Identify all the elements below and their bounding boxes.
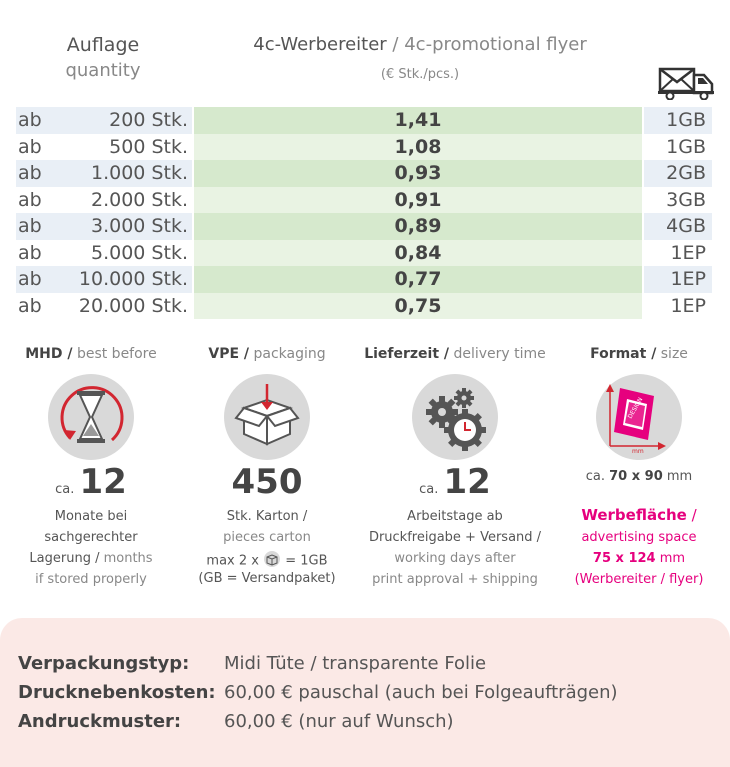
gears-clock-icon (412, 374, 498, 460)
table-row (16, 266, 712, 293)
info-title: MHD / best before (25, 346, 157, 362)
package-cell: 1GB (643, 134, 712, 161)
quantity-cell: 200 Stk. (58, 107, 193, 134)
delivery-number: 12 (443, 462, 491, 502)
bottom-info-panel (0, 618, 730, 767)
packaging-number-row (176, 462, 358, 506)
info-delivery-time (364, 346, 546, 590)
quantity-cell: 2.000 Stk. (58, 187, 193, 214)
ab-cell: ab (16, 160, 58, 187)
package-cell: 1EP (643, 266, 712, 293)
product-sep: / (386, 34, 405, 55)
package-cell: 3GB (643, 187, 712, 214)
price-cell: 1,41 (193, 107, 643, 134)
table-row (16, 160, 712, 187)
quantity-cell: 5.000 Stk. (58, 240, 193, 267)
format-size: ca. 70 x 90 mm (585, 469, 693, 484)
quantity-cell: 10.000 Stk. (58, 266, 193, 293)
table-row (16, 293, 712, 320)
packaging-type-row (18, 653, 486, 674)
product-name-en: 4c-promotional flyer (404, 34, 587, 55)
info-packaging (176, 346, 358, 586)
ab-cell: ab (16, 293, 58, 320)
price-unit: (€ Stk./pcs.) (380, 67, 460, 82)
quantity-cell: 20.000 Stk. (58, 293, 193, 320)
quantity-cell: 1.000 Stk. (58, 160, 193, 187)
package-cell: 1EP (643, 240, 712, 267)
best-before-number-row (0, 462, 182, 506)
price-cell: 0,77 (193, 266, 643, 293)
proof-sample-value: 60,00 € (nur auf Wunsch) (224, 711, 454, 732)
ca-label: ca. (419, 482, 439, 497)
mini-box-icon (263, 551, 281, 571)
product-header (200, 34, 640, 82)
package-cell: 1GB (643, 107, 712, 134)
price-cell: 0,93 (193, 160, 643, 187)
ab-cell: ab (16, 187, 58, 214)
best-before-text: Monate bei sachgerechter Lagerung / months if stored properly (29, 509, 153, 587)
price-cell: 0,89 (193, 213, 643, 240)
quantity-header-en: quantity (65, 60, 141, 81)
info-format (548, 346, 730, 590)
packaging-type-label: Verpackungstyp: (18, 653, 190, 674)
best-before-number: 12 (79, 462, 127, 502)
table-row (16, 107, 712, 134)
quantity-cell: 3.000 Stk. (58, 213, 193, 240)
packaging-number: 450 (231, 462, 303, 502)
price-table (16, 107, 712, 319)
table-row (16, 240, 712, 267)
price-cell: 0,75 (193, 293, 643, 320)
table-row (16, 187, 712, 214)
additional-costs-row (18, 682, 618, 703)
table-row (16, 213, 712, 240)
delivery-text: Arbeitstage ab Druckfreigabe + Versand / working days after print approval + shipping (368, 509, 542, 587)
info-best-before (0, 346, 182, 590)
ca-label: ca. (55, 482, 75, 497)
price-cell: 1,08 (193, 134, 643, 161)
advertising-space: Werbefläche / advertising space 75 x 124 mm (Werbereiter / flyer) (574, 506, 704, 587)
package-cell: 2GB (643, 160, 712, 187)
info-title: VPE / packaging (208, 346, 326, 362)
ab-cell: ab (16, 107, 58, 134)
truck-mail-icon (658, 66, 716, 100)
additional-costs-label: Drucknebenkosten: (18, 682, 216, 703)
delivery-number-row (364, 462, 546, 506)
packaging-text: Stk. Karton / pieces carton max 2 x = 1GB (GB = Versandpaket) (198, 509, 336, 586)
info-title: Format / size (590, 346, 688, 362)
box-icon (224, 374, 310, 460)
proof-sample-label: Andruckmuster: (18, 711, 182, 732)
price-cell: 0,91 (193, 187, 643, 214)
price-cell: 0,84 (193, 240, 643, 267)
mm-text: mm (632, 448, 644, 455)
package-cell: 4GB (643, 213, 712, 240)
ab-cell: ab (16, 266, 58, 293)
design-text: DESIGN (626, 396, 645, 420)
additional-costs-value: 60,00 € pauschal (auch bei Folgeaufträgen) (224, 682, 618, 703)
hourglass-icon (48, 374, 134, 460)
product-name-de: 4c-Werbereiter (253, 34, 387, 55)
ab-cell: ab (16, 134, 58, 161)
proof-sample-row (18, 711, 454, 732)
quantity-header-de: Auflage (66, 34, 140, 56)
quantity-header (38, 34, 168, 81)
format-flyer-icon (596, 374, 682, 460)
package-cell: 1EP (643, 293, 712, 320)
quantity-cell: 500 Stk. (58, 134, 193, 161)
packaging-type-value: Midi Tüte / transparente Folie (224, 653, 487, 674)
ab-cell: ab (16, 213, 58, 240)
info-title: Lieferzeit / delivery time (364, 346, 546, 362)
table-row (16, 134, 712, 161)
ab-cell: ab (16, 240, 58, 267)
